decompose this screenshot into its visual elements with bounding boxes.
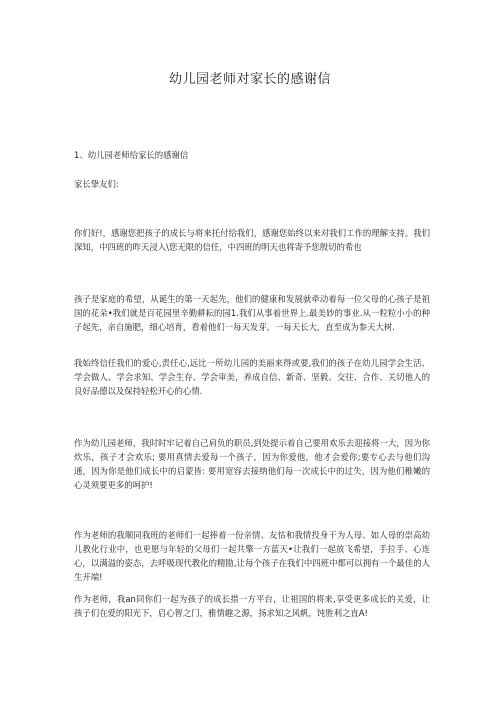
paragraph: 我始终信任我们的爱心,责任心,远比一所幼儿园的美丽来得或要,我们的孩子在幼儿园学会生活、学会做人、学会求知、学会生存、学会审美，养成自信、新奇、坚毅、交往、合作、关切他人的良好品德以及保持轻松开心的心情.	[74, 358, 430, 396]
paragraph: 孩子是家庭的希望，从诞生的第一天起先，他们的健康和发展就牵动着每一位父母的心孩子是祖国的花朵•我们就是百花园里辛勤耕耘的园1.我们从事着世界上.最美妙的事业.从一粒粒小小的种子起先，亲自施肥，细心培育，看着他们一每天发芽，一每天长大，直至成为参天大树.	[74, 294, 430, 332]
document-title: 幼儿园老师对家长的感谢信	[168, 72, 331, 87]
salutation: 家长挚友们:	[74, 179, 119, 189]
paragraph: 你们好!，感谢您把孩子的成长与将来托付给我们，感谢您始终以来对我们工作的理解支持。我们深知，中四班的昨天浸入\您无限的信任，中四班的明天也将寄予您殷切的希也	[74, 228, 430, 252]
paragraph: 作为老师，我an同你们一起为孩子的成长措一方平台，让祖国的将来,享受更多成长的关爱，让孩子们在爱的阳光下，启心智之门，雅情趣之源，扬求知之风帆，饨胜利之直A!	[74, 594, 430, 618]
paragraph: 作为老师的我顺同我班的老师们一起捧着一份亲情、友怙和我情投身干为人母、如人母的崇高幼儿教化行业中，也更愿与年轻的父母们一起共擎一方蓝天•让我们一起放飞希望，手拉手、心连心，以满溢的姿态，去呼吸现代教化的精勖,让每个孩子在我们中四班中都可以拥有一个最佳的人生开端!	[74, 530, 430, 582]
paragraph: 作为幼儿园老师，我时时牢记着自己肩负的职员,到处提示着自己要用欢乐去迎接将一大，因为你炊乐，孩子才会欢乐; 要用真情去爱每一个孩子，因为你爱他，他才会爱你;要专心去与他们沟通，因为你是他们成长中的启蒙皆: 要用宽容去接纳他们每一次成长中的过失，因为他们稚嫩的心灵须要更多的呵护!	[74, 438, 430, 490]
section-heading: 1、幼儿园老师给家长的感谢信	[74, 150, 189, 160]
